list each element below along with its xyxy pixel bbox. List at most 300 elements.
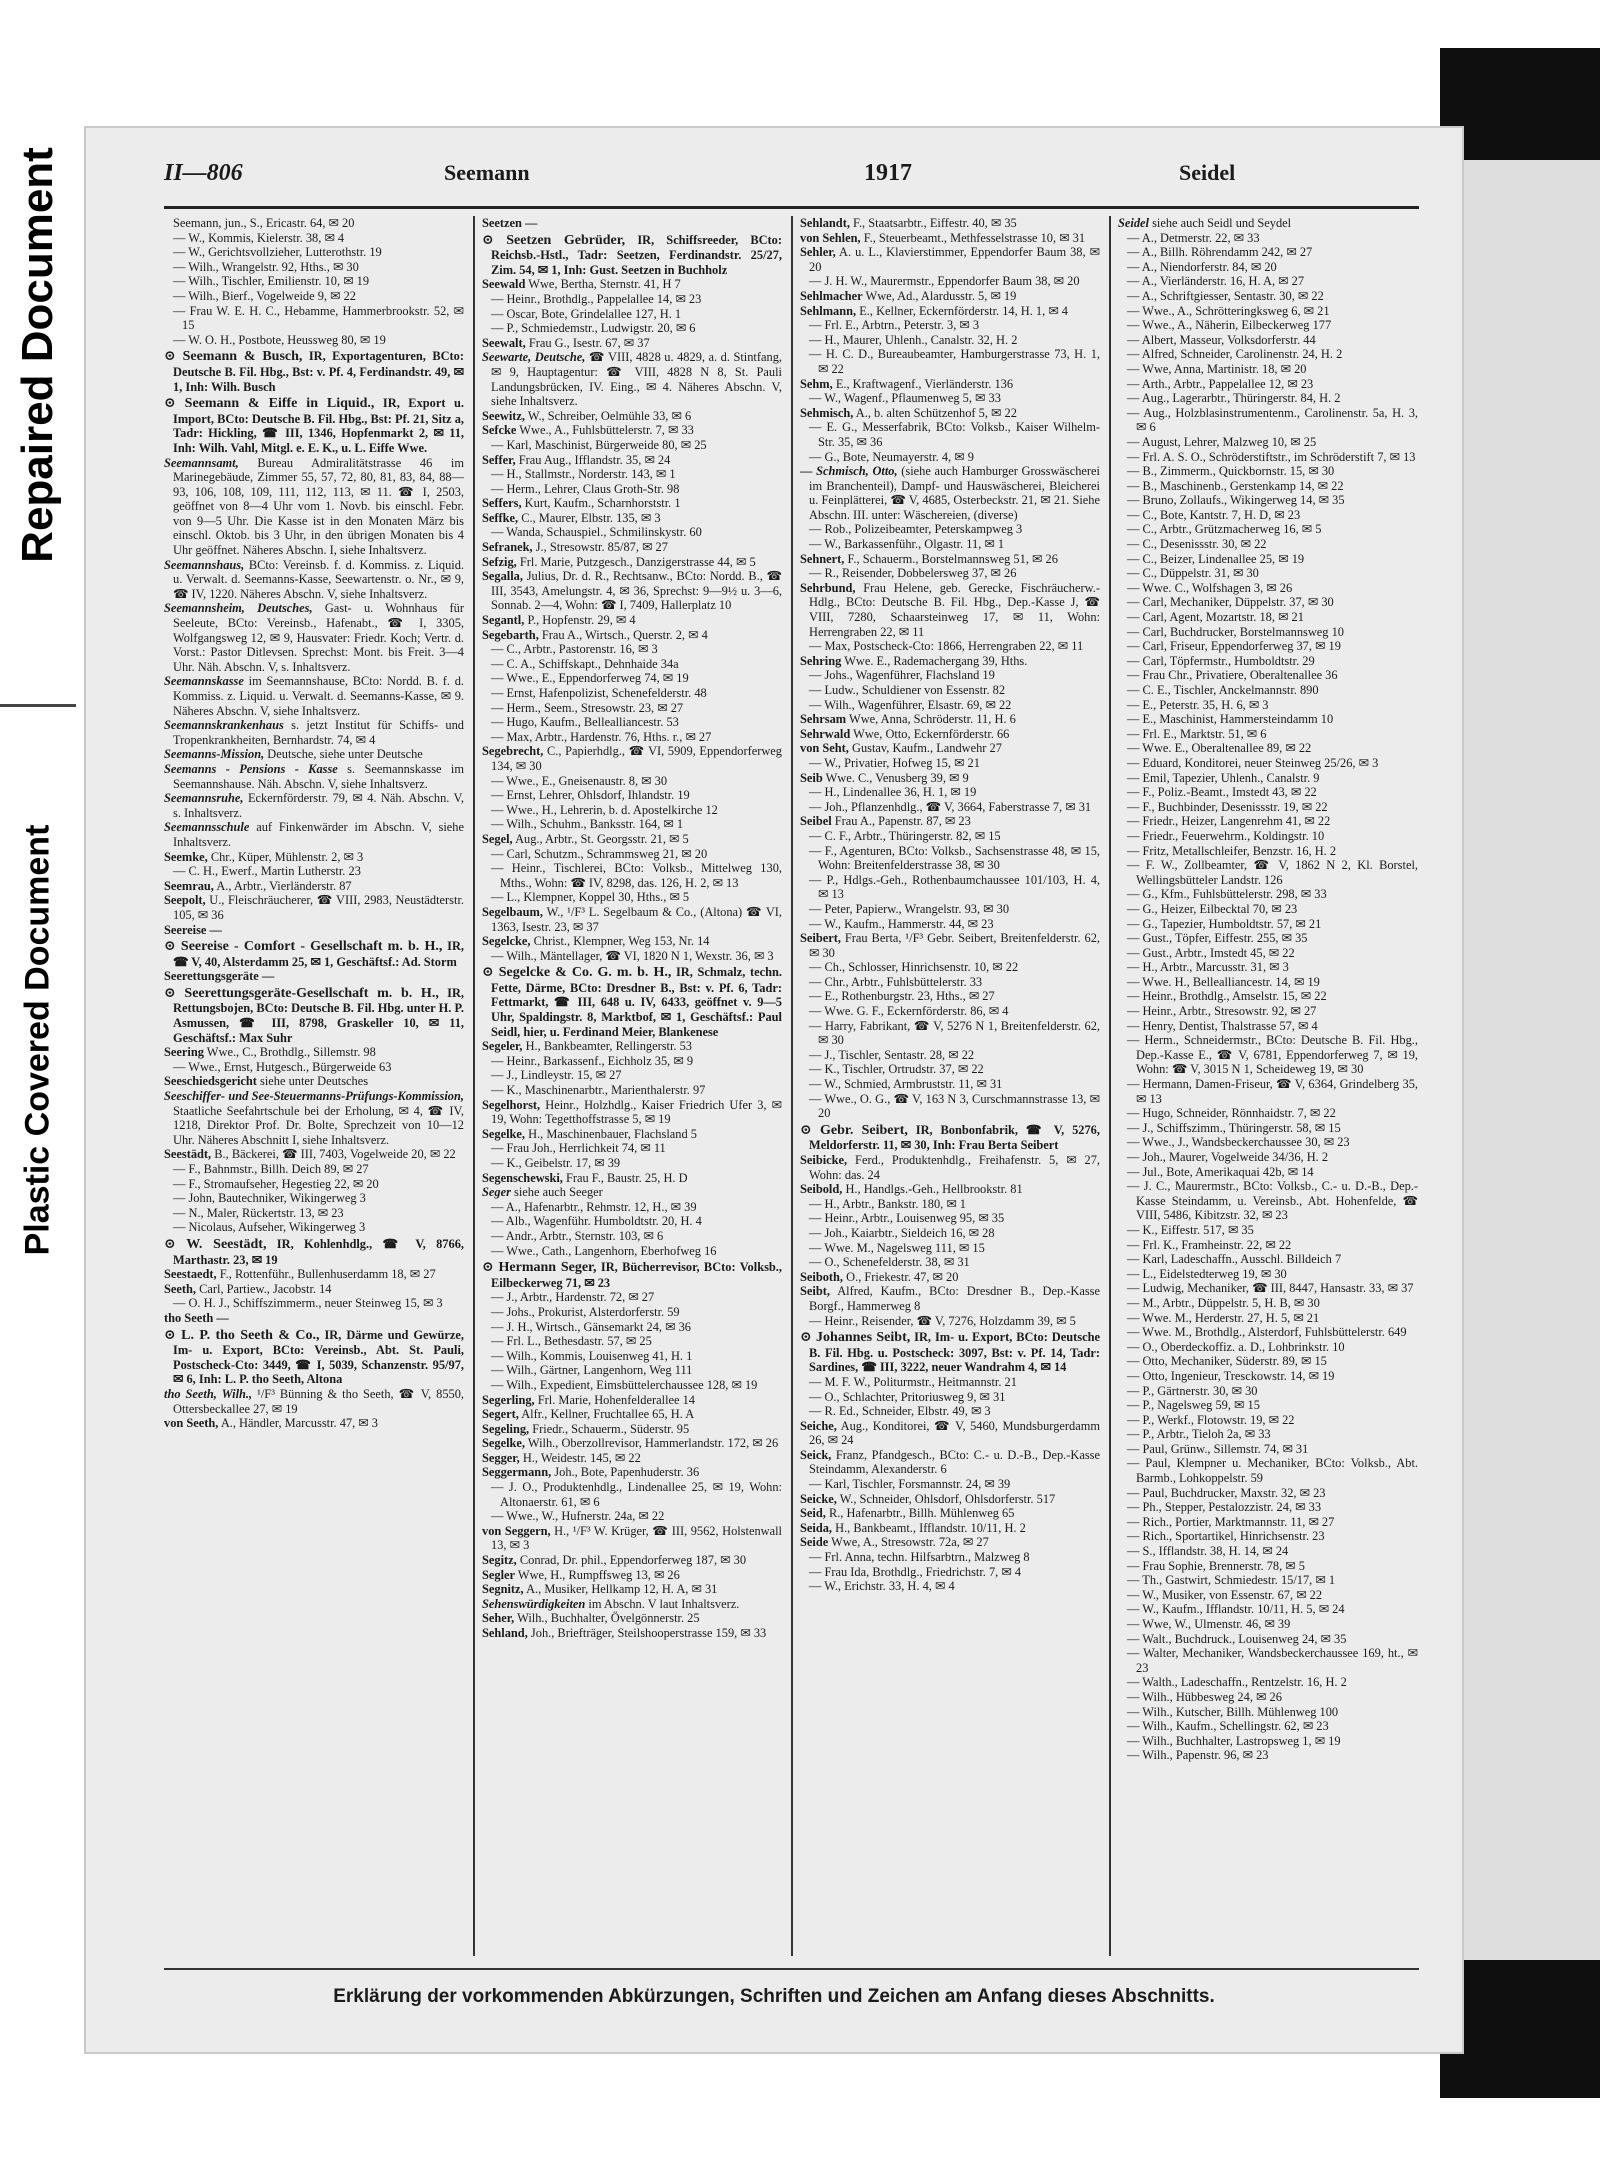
entry-text: — Herm., Schneidermstr., BCto: Deutsche B. Fil. Hbg., Dep.-Kasse E., ☎ V, 6781, Eppendorferweg 7, ✉ 19, Wohn: ☎ V, 3015 N 1, Scheideweg 19, ✉ 30 — [1127, 1033, 1418, 1077]
directory-entry — [482, 817, 782, 832]
entry-name: Segantl, — [482, 613, 525, 628]
entry-text: — A., Schriftgiesser, Sentastr. 30, ✉ 22 — [1127, 288, 1324, 303]
entry-text: — Rich., Portier, Marktmannstr. 11, ✉ 27 — [1127, 1514, 1335, 1529]
directory-entry — [1118, 1150, 1418, 1165]
directory-entry — [800, 537, 1100, 552]
entry-text: — G., Bote, Neumayerstr. 4, ✉ 9 — [809, 449, 974, 464]
entry-text: A., Musiker, Hellkamp 12, H. A, ✉ 31 — [526, 1582, 718, 1597]
directory-entry — [800, 391, 1100, 406]
directory-entry — [1118, 274, 1418, 289]
entry-text: — A., Billh. Röhrendamm 242, ✉ 27 — [1127, 245, 1313, 260]
entry-text: — M. F. W., Politurmstr., Heitmannstr. 21 — [809, 1374, 1017, 1389]
entry-text: A. u. L., Klavierstimmer, Eppendorfer Baum 38, ✉ 20 — [809, 245, 1100, 274]
directory-entry — [1118, 741, 1418, 756]
entry-text: Bureau Admiralitätstrasse 46 im Marinegebäude, Zimmer 55, 57, 72, 80, 81, 83, 84, 88—93, 106, 108, 109, 111, 112, 113, ✉ 11. ☎ I, 2503, geöffnet von 8—4 Uhr vom 1. Novb. bis einschl. Febr. von 9—5 Uhr. Die Kasse ist in den Monaten März bis einschl. Oktob. bis 3 Uhr, in den übrigen Monaten bis 4 Uhr geöffnet. Näheres Abschn. I, siehe Inhaltsverz. — [173, 455, 464, 558]
directory-entry — [1118, 245, 1418, 260]
directory-entry — [1118, 756, 1418, 771]
directory-entry — [800, 756, 1100, 771]
directory-entry — [800, 581, 1100, 639]
directory-entry — [482, 847, 782, 862]
entry-text: — L., Eidelstedterweg 19, ✉ 30 — [1127, 1266, 1287, 1281]
entry-text: — Wwe. G. F., Eckernförderstr. 86, ✉ 4 — [809, 1004, 1009, 1019]
entry-text: — W., Kaufm., Ifflandstr. 10/11, H. 5, ✉ 24 — [1127, 1602, 1345, 1617]
entry-text: — J. C., Maurermstr., BCto: Volksb., C.- u. D.-B., Dep.-Kasse Steindamm, u. Vereinsb., Abt. Hohenfelde, ☎ VIII, 5486, Kibitzstr. 32, ✉ 23 — [1127, 1179, 1418, 1223]
directory-entry — [482, 1039, 782, 1054]
directory-entry — [800, 902, 1100, 917]
entry-name: Seemannskrankenhaus — [164, 718, 284, 733]
entry-text: — B., Maschinenb., Gerstenkamp 14, ✉ 22 — [1127, 478, 1344, 493]
directory-entry — [164, 879, 464, 894]
entry-text: IR, Im- u. Export, BCto: Deutsche B. Fil. Hbg. u. Postscheck: 3097, Bst: v. Pf. 14, Tadr: Sardines, ☎ III, 3222, neuer Wandrahm 4, ✉ 14 — [809, 1330, 1100, 1375]
directory-entry — [800, 1004, 1100, 1019]
entry-text: IR, Schiffsreeder, BCto: Reichsb.-Hstl., Tadr: Seetzen, Ferdinandstr. 25/27, Zim. 54, ✉ 1, Inh: Gust. Seetzen in Buchholz — [491, 232, 782, 277]
entry-text: — S., Ifflandstr. 38, H. 14, ✉ 24 — [1127, 1544, 1289, 1559]
entry-name: Seide — [800, 1535, 829, 1550]
directory-entry — [1118, 1281, 1418, 1296]
entry-text: — C., Bote, Kantstr. 7, H. D, ✉ 23 — [1127, 507, 1301, 522]
directory-entry — [1118, 844, 1418, 859]
directory-entry — [800, 566, 1100, 581]
entry-text: Wwe, Bertha, Sternstr. 41, H 7 — [528, 277, 681, 292]
directory-entry — [800, 785, 1100, 800]
entry-name: Seicke, — [800, 1491, 837, 1506]
footer-note: Erklärung der vorkommenden Abkürzungen, Schriften und Zeichen am Anfang dieses Abschnitts. — [333, 1986, 1215, 2007]
directory-entry — [1118, 931, 1418, 946]
directory-entry — [482, 642, 782, 657]
directory-entry — [164, 1206, 464, 1221]
entry-text: A., Arbtr., Vierländerstr. 87 — [216, 878, 352, 893]
entry-text: — F., Stromaufseher, Hegestieg 22, ✉ 20 — [173, 1176, 379, 1191]
entry-name: Sehrsam — [800, 712, 847, 727]
directory-entry — [164, 245, 464, 260]
entry-text: Wilh., Oberzollrevisor, Hammerlandstr. 172, ✉ 26 — [527, 1436, 779, 1451]
entry-text: — M., Arbtr., Düppelstr. 5, H. B, ✉ 30 — [1127, 1295, 1320, 1310]
entry-name: Sefranek, — [482, 540, 533, 555]
column-3 — [800, 216, 1100, 1956]
entry-text: s. jetzt Institut für Schiffs- und Tropenkrankheiten, Bernhardstr. 74, ✉ 4 — [173, 718, 464, 747]
directory-entry — [482, 423, 782, 438]
entry-text: Frau A., Wirtsch., Querstr. 2, ✉ 4 — [541, 627, 708, 642]
directory-entry — [482, 1200, 782, 1215]
entry-text: — W., Schmied, Armbruststr. 11, ✉ 31 — [809, 1077, 1003, 1092]
directory-entry — [800, 668, 1100, 683]
directory-entry — [164, 1060, 464, 1075]
entry-text: — Walt., Buchdruck., Louisenweg 24, ✉ 35 — [1127, 1631, 1347, 1646]
directory-entry — [164, 260, 464, 275]
directory-entry — [800, 654, 1100, 669]
directory-entry — [482, 277, 782, 292]
entry-name: von Seht, — [800, 741, 849, 756]
entry-name: Seffke, — [482, 510, 519, 525]
entry-text: — Herm., Lehrer, Claus Groth-Str. 98 — [491, 481, 680, 496]
directory-entry — [800, 1226, 1100, 1241]
entry-text: — J. H. W., Maurermstr., Eppendorfer Baum 38, ✉ 20 — [809, 274, 1080, 289]
directory-entry — [164, 969, 464, 984]
directory-entry — [1118, 362, 1418, 377]
entry-text: — Fritz, Metallschleifer, Benzstr. 16, H. 2 — [1127, 843, 1337, 858]
entry-text: IR, Bücherrevisor, BCto: Volksb., Eilbeckerweg 71, ✉ 23 — [491, 1260, 782, 1290]
entry-name: Seemannsruhe, — [164, 791, 244, 806]
column-divider — [473, 216, 475, 1956]
entry-text: Frau Aug., Ifflandstr. 35, ✉ 24 — [518, 452, 671, 467]
directory-entry — [1118, 1121, 1418, 1136]
directory-entry — [1118, 887, 1418, 902]
entry-text: H., Maschinenbauer, Flachsland 5 — [528, 1126, 697, 1141]
directory-entry — [800, 1255, 1100, 1270]
page-header — [164, 160, 1414, 196]
directory-entry — [482, 1465, 782, 1480]
directory-entry — [164, 396, 464, 455]
entry-text: — Karl, Tischler, Forsmannstr. 24, ✉ 39 — [809, 1477, 1011, 1492]
directory-entry — [800, 931, 1100, 960]
directory-entry — [482, 350, 782, 408]
directory-entry — [1118, 508, 1418, 523]
directory-entry — [164, 718, 464, 747]
entry-text: H., Handlgs.-Geh., Hellbrookstr. 81 — [845, 1182, 1023, 1197]
directory-entry — [482, 482, 782, 497]
entry-name: Segel, — [482, 831, 513, 846]
directory-entry — [482, 1098, 782, 1127]
directory-entry — [1118, 1033, 1418, 1077]
entry-text: — Wwe. H., Bellealliancestr. 14, ✉ 19 — [1127, 974, 1320, 989]
directory-entry — [1118, 1106, 1418, 1121]
directory-entry — [482, 1568, 782, 1583]
entry-text: ¹/F³ Bünning & tho Seeth, ☎ V, 8550, Ottersbeckallee 27, ✉ 19 — [173, 1386, 464, 1416]
directory-entry — [1118, 800, 1418, 815]
entry-text: — Frau Ida, Brothdlg., Friedrichstr. 7, ✉ 4 — [809, 1564, 1022, 1579]
entry-text: — P., Nagelsweg 59, ✉ 15 — [1127, 1398, 1260, 1413]
entry-name: Seemannskasse — [164, 674, 244, 689]
entry-name: Sehrwald — [800, 726, 851, 741]
entry-text: Wwe, H., Rumpffsweg 13, ✉ 26 — [517, 1567, 680, 1582]
directory-entry — [1118, 1515, 1418, 1530]
entry-text: — A., Hafenarbtr., Rehmstr. 12, H., ✉ 39 — [491, 1199, 697, 1214]
directory-entry — [164, 893, 464, 922]
entry-text: F., Staatsarbtr., Eiffestr. 40, ✉ 35 — [853, 216, 1017, 230]
entry-name: Seemannsheim, Deutsches, — [164, 601, 313, 616]
directory-entry — [1118, 1544, 1418, 1559]
directory-entry — [1118, 683, 1418, 698]
directory-entry — [482, 511, 782, 526]
entry-text: Frau G., Isestr. 67, ✉ 37 — [528, 335, 650, 350]
directory-entry — [800, 377, 1100, 392]
directory-entry — [1118, 391, 1418, 406]
directory-entry — [1118, 1588, 1418, 1603]
entry-text: — C., Arbtr., Grützmacherweg 16, ✉ 5 — [1127, 522, 1322, 537]
directory-entry — [164, 1045, 464, 1060]
entry-name: Segert, — [482, 1407, 519, 1422]
directory-entry — [164, 231, 464, 246]
entry-name: ⊙ Johannes Seibt, — [800, 1330, 911, 1346]
entry-text: F., Rottenführ., Bullenhuserdamm 18, ✉ 27 — [219, 1267, 436, 1282]
directory-entry — [1118, 1311, 1418, 1326]
entry-text: — Wwe., W., Hufnerstr. 24a, ✉ 22 — [491, 1509, 665, 1524]
directory-entry — [1118, 1340, 1418, 1355]
entry-text: — W., Barkassenführ., Olgastr. 11, ✉ 1 — [809, 537, 1005, 552]
entry-text: C., Papierhdlg., ☎ VI, 5909, Eppendorferweg 134, ✉ 30 — [491, 744, 782, 773]
directory-entry — [482, 569, 782, 613]
entry-text: siehe auch Seeger — [514, 1185, 603, 1200]
entry-name: Segelhorst, — [482, 1097, 541, 1112]
directory-entry — [1118, 989, 1418, 1004]
entry-name: Sefzig, — [482, 554, 517, 569]
directory-entry — [482, 1320, 782, 1335]
directory-entry — [800, 1390, 1100, 1405]
entry-name: Segler — [482, 1567, 516, 1582]
entry-name: Seeth, — [164, 1281, 197, 1296]
directory-entry — [482, 292, 782, 307]
directory-entry — [1118, 1413, 1418, 1428]
entry-text: — H. C. D., Bureaubeamter, Hamburgerstrasse 73, H. 1, ✉ 22 — [809, 347, 1100, 376]
entry-name: tho Seeth, Wilh., — [164, 1386, 253, 1401]
entry-name: Seher, — [482, 1611, 515, 1626]
entry-text: — C., Desenissstr. 30, ✉ 22 — [1127, 537, 1267, 552]
entry-text: Staatliche Seefahrtschule bei der Erholung, ✉ 4, ☎ IV, 1218, Direktor Prof. Dr. Bolte, Sprechzeit von 10—12 Uhr. Näheres Abschnitt I, siehe Inhaltsverz. — [173, 1103, 464, 1147]
entry-text: — P., Gärtnerstr. 30, ✉ 30 — [1127, 1383, 1258, 1398]
entry-text: — Bruno, Zollaufs., Wikingerweg 14, ✉ 35 — [1127, 493, 1345, 508]
directory-entry — [800, 304, 1100, 319]
directory-entry — [482, 803, 782, 818]
directory-entry — [1118, 1296, 1418, 1311]
entry-text: — Albert, Masseur, Volksdorferstr. 44 — [1127, 332, 1316, 347]
directory-entry — [800, 727, 1100, 742]
entry-text: P., Hopfenstr. 29, ✉ 4 — [527, 613, 636, 628]
directory-entry — [164, 820, 464, 849]
entry-text: — Heinr., Tischlerei, BCto: Volksb., Mittelweg 130, Mths., Wohn: ☎ IV, 8298, das. 126, H. 2, ✉ 13 — [491, 861, 782, 890]
entry-text: IR, Kohlenhdlg., ☎ V, 8766, Marthastr. 23, ✉ 19 — [173, 1236, 464, 1267]
entry-text: — Herm., Seem., Stresowstr. 23, ✉ 27 — [491, 700, 684, 715]
entry-name: Sehmisch, — [800, 405, 854, 420]
entry-text: — O., Schlachter, Pritoriusweg 9, ✉ 31 — [809, 1389, 1006, 1404]
directory-entry — [800, 698, 1100, 713]
entry-text: — C., Düppelstr. 31, ✉ 30 — [1127, 566, 1259, 581]
entry-name: Sehrbund, — [800, 580, 856, 595]
entry-name: ⊙ W. Seestädt, — [164, 1236, 267, 1252]
directory-entry — [800, 1048, 1100, 1063]
entry-text: — J. H., Wirtsch., Gänsemarkt 24, ✉ 36 — [491, 1319, 691, 1334]
entry-text: W., Schneider, Ohlsdorf, Ohlsdorferstr. 517 — [839, 1491, 1056, 1506]
entry-text: — Wwe. M., Nagelsweg 111, ✉ 15 — [809, 1240, 985, 1255]
directory-entry — [800, 1062, 1100, 1077]
entry-name: Seggermann, — [482, 1465, 552, 1480]
entry-text: — Frl. K., Framheinstr. 22, ✉ 22 — [1127, 1237, 1292, 1252]
entry-text: — Friedr., Feuerwehrm., Koldingstr. 10 — [1127, 828, 1325, 843]
entry-name: Sehler, — [800, 245, 836, 260]
directory-entry — [800, 1375, 1100, 1390]
entry-name: ⊙ Segelcke & Co. G. m. b. H., — [482, 965, 672, 981]
entry-text: — Frl. L., Bethesdastr. 57, ✉ 25 — [491, 1334, 652, 1349]
directory-entry — [482, 1244, 782, 1259]
directory-entry — [800, 1506, 1100, 1521]
header-rule — [164, 206, 1419, 209]
directory-entry — [482, 730, 782, 745]
entry-text: Kurt, Kaufm., Scharnhorststr. 1 — [524, 496, 681, 511]
entry-text: J., Stresowstr. 85/87, ✉ 27 — [535, 540, 668, 555]
directory-entry — [1118, 1369, 1418, 1384]
directory-entry — [1118, 581, 1418, 596]
entry-text: — K., Maschinenarbtr., Marienthalerstr. 97 — [491, 1083, 706, 1098]
directory-entry — [800, 1092, 1100, 1121]
entry-name: — Schmisch, Otto, — [800, 464, 898, 479]
entry-text: IR, Därme und Gewürze, Im- u. Export, BCto: Vereinsb., Abt. St. Pauli, Postscheck-Cto: 3449, ☎ I, 5039, Schanzenstr. 95/97, ✉ 6, Inh: L. P. tho Seeth, Altona — [173, 1327, 464, 1387]
entry-text: — F., Agenturen, BCto: Volksb., Sachsenstrasse 48, ✉ 15, Wohn: Breitenfelderstrasse 38, ✉ 30 — [809, 843, 1100, 873]
directory-entry — [800, 420, 1100, 449]
entry-text: — W. O. H., Postbote, Heussweg 80, ✉ 19 — [173, 332, 386, 347]
entry-text: Aug., Arbtr., St. Georgsstr. 21, ✉ 5 — [515, 831, 689, 846]
plastic-covered-label: Plastic Covered Document — [18, 824, 57, 1256]
entry-text: — P., Schmiedemstr., Ludwigstr. 20, ✉ 6 — [491, 321, 696, 336]
entry-name: Seetzen — — [482, 216, 538, 230]
directory-entry — [800, 274, 1100, 289]
directory-entry — [482, 525, 782, 540]
directory-entry — [800, 1535, 1100, 1550]
entry-name: Seemannsamt, — [164, 455, 239, 470]
directory-entry — [1118, 946, 1418, 961]
directory-entry — [1118, 639, 1418, 654]
entry-name: Seffer, — [482, 452, 516, 467]
directory-entry — [1118, 1529, 1418, 1544]
directory-entry — [482, 1451, 782, 1466]
entry-name: Sehring — [800, 653, 842, 668]
entry-text: — Wwe., A., Schrötteringksweg 6, ✉ 21 — [1127, 303, 1330, 318]
entry-text: — Heinr., Brothdlg., Pappelallee 14, ✉ 23 — [491, 291, 702, 306]
directory-entry — [482, 1083, 782, 1098]
column-1 — [164, 216, 464, 1956]
directory-entry — [164, 601, 464, 674]
directory-entry — [1118, 1238, 1418, 1253]
entry-text: — John, Bautechniker, Wikingerweg 3 — [173, 1191, 366, 1206]
entry-text: — W., Kommis, Kielerstr. 38, ✉ 4 — [173, 230, 345, 245]
entry-text: — A., Niendorferstr. 84, ✉ 20 — [1127, 259, 1277, 274]
entry-text: — K., Eiffestr. 517, ✉ 35 — [1127, 1222, 1254, 1237]
directory-entry — [164, 1074, 464, 1089]
entry-text: IR, Bonbonfabrik, ☎ V, 5276, Meldorferstr. 11, ✉ 30, Inh: Frau Berta Seibert — [809, 1122, 1100, 1153]
entry-name: von Sehlen, — [800, 230, 861, 245]
directory-entry — [1118, 289, 1418, 304]
directory-entry — [800, 800, 1100, 815]
directory-entry — [482, 1214, 782, 1229]
directory-entry — [164, 456, 464, 558]
directory-entry — [800, 1330, 1100, 1375]
entry-text: — Ernst, Hafenpolizist, Schenefelderstr. 48 — [491, 686, 707, 700]
directory-entry — [800, 741, 1100, 756]
entry-text: — Johs., Wagenführer, Flachsland 19 — [809, 668, 995, 683]
directory-entry — [482, 671, 782, 686]
entry-text: — Wwe., E., Eppendorferweg 74, ✉ 19 — [491, 671, 689, 686]
entry-text: — Ludwig, Mechaniker, ☎ III, 8447, Hansastr. 33, ✉ 37 — [1127, 1281, 1414, 1296]
directory-entry — [482, 1127, 782, 1142]
entry-text: — Wwe. C., Wolfshagen 3, ✉ 26 — [1127, 580, 1293, 595]
directory-entry — [1118, 1559, 1418, 1574]
entry-text: IR, Schmalz, techn. Fette, Därme, BCto: Dresdner B., Bst: v. Pf. 6, Tadr: Fettmarkt, ☎ III, 648 u. IV, 6433, geöffnet v. 9—5 Uhr, Spaldingstr. 8, Marktbof, ✉ 1, Geschäftsf.: Paul Seidl, hier, u. Ferdinand Meier, Blankenese — [491, 965, 782, 1039]
entry-text: — C. H., Ewerf., Martin Lutherstr. 23 — [173, 864, 361, 879]
directory-entry — [1118, 698, 1418, 713]
entry-text: — Walth., Ladeschaffn., Rentzelstr. 16, H. 2 — [1127, 1675, 1347, 1690]
entry-text: — W., Kaufm., Hammerstr. 44, ✉ 23 — [809, 916, 994, 931]
entry-name: Segebrecht, — [482, 744, 544, 759]
entry-name: Seewald — [482, 277, 526, 292]
directory-entry — [1118, 1486, 1418, 1501]
directory-entry — [482, 1305, 782, 1320]
directory-entry — [164, 289, 464, 304]
entry-name: ⊙ L. P. tho Seeth & Co., — [164, 1327, 320, 1343]
entry-name: Seemanns-Mission, — [164, 747, 265, 762]
entry-name: ⊙ Seemann & Busch, — [164, 349, 303, 365]
entry-name: Segger, — [482, 1450, 520, 1465]
entry-text: — Henry, Dentist, Thalstrasse 57, ✉ 4 — [1127, 1018, 1318, 1033]
directory-entry — [1118, 917, 1418, 932]
directory-entry — [482, 321, 782, 336]
entry-name: Seiche, — [800, 1418, 837, 1433]
entry-name: Sefcke — [482, 423, 517, 438]
directory-entry — [482, 965, 782, 1039]
entry-text: BCto: Vereinsb. f. d. Kommiss. z. Liquid. u. Verwalt. d. Seemanns-Kasse, Seewartenstr. o. Nr., ✉ 9, ☎ IV, 1220. Näheres Abschn. V, siehe Inhaltsverz. — [173, 557, 464, 601]
directory-entry — [800, 1123, 1100, 1153]
directory-entry — [800, 1270, 1100, 1285]
entry-name: Segitz, — [482, 1553, 517, 1568]
entry-text: Friedr., Schauerm., Süderstr. 95 — [532, 1421, 690, 1436]
entry-name: Seibicke, — [800, 1153, 848, 1167]
entry-text: — Joh., Kaiarbtr., Sieldeich 16, ✉ 28 — [809, 1225, 995, 1240]
entry-text: — Eduard, Konditorei, neuer Steinweg 25/26, ✉ 3 — [1127, 755, 1379, 770]
entry-text: — Karl, Ladeschaffn., Ausschl. Billdeich 7 — [1127, 1252, 1342, 1267]
entry-name: Seffers, — [482, 496, 522, 511]
directory-entry — [164, 1191, 464, 1206]
entry-text: — Gust., Arbtr., Imstedt 45, ✉ 22 — [1127, 945, 1295, 960]
directory-entry — [482, 657, 782, 672]
directory-entry — [1118, 1617, 1418, 1632]
directory-entry — [482, 1582, 782, 1597]
entry-name: Segnitz, — [482, 1582, 524, 1597]
entry-text: Frl. Marie, Putzgesch., Danzigerstrasse 44, ✉ 5 — [519, 554, 756, 569]
entry-text: — C., Arbtr., Pastorenstr. 16, ✉ 3 — [491, 642, 658, 657]
directory-entry — [482, 453, 782, 468]
directory-entry — [482, 949, 782, 964]
entry-name: ⊙ Gebr. Seibert, — [800, 1122, 908, 1138]
entry-text: — August, Lehrer, Malzweg 10, ✉ 25 — [1127, 434, 1317, 449]
entry-text: — R., Reisender, Dobbelersweg 37, ✉ 26 — [809, 566, 1017, 581]
directory-entry — [1118, 1705, 1418, 1720]
entry-text: — Frau W. E. H. C., Hebamme, Hammerbrookstr. 52, ✉ 15 — [173, 303, 464, 333]
entry-text: — H., Arbtr., Marcusstr. 31, ✉ 3 — [1127, 960, 1289, 975]
directory-entry — [482, 1290, 782, 1305]
directory-entry — [1118, 1252, 1418, 1267]
entry-name: Seeschiedsgericht — [164, 1074, 257, 1089]
entry-name: Seib — [800, 770, 823, 785]
entry-text: — C., Beizer, Lindenallee 25, ✉ 19 — [1127, 551, 1305, 566]
directory-entry — [482, 774, 782, 789]
entry-text: — Wwe., H., Lehrerin, b. d. Apostelkirche 12 — [491, 802, 718, 817]
entry-text: — Gust., Töpfer, Eiffestr. 255, ✉ 35 — [1127, 931, 1308, 946]
directory-entry — [1118, 1179, 1418, 1223]
directory-entry — [1118, 464, 1418, 479]
entry-text: — Hugo, Schneider, Rönnhaidstr. 7, ✉ 22 — [1127, 1106, 1336, 1121]
entry-text: Gast- u. Wohnhaus für Seeleute, BCto: Vereinsb., Hafenabt., ☎ I, 3305, Wolfgangsweg 12, ✉ 9, Hausvater: Friedr. Koch; Vertr. d. Vorst.: Pastor Ditlevsen. Sprechst: Mont. bis Freit. 3—4 Uhr. Näh. Abschn. V, s. Inhaltsverz. — [173, 601, 464, 674]
directory-page — [84, 126, 1464, 2054]
directory-entry — [164, 939, 464, 969]
directory-entry — [482, 905, 782, 934]
directory-entry — [800, 960, 1100, 975]
entry-text: Franz, Pfandgesch., BCto: C.- u. D.-B., Dep.-Kasse Steindamm, Alexanderstr. 6 — [809, 1447, 1100, 1477]
entry-name: Segebarth, — [482, 627, 539, 642]
entry-text: E., Kraftwagenf., Vierländerstr. 136 — [835, 376, 1014, 391]
entry-text: — C. F., Arbtr., Thüringerstr. 82, ✉ 15 — [809, 828, 1001, 843]
entry-text: — Paul, Buchdrucker, Maxstr. 32, ✉ 23 — [1127, 1485, 1326, 1500]
directory-entry — [164, 923, 464, 938]
directory-entry — [1118, 493, 1418, 508]
entry-name: Seerettungsgeräte — — [164, 969, 275, 984]
entry-text: — W., Privatier, Hofweg 15, ✉ 21 — [809, 755, 980, 770]
